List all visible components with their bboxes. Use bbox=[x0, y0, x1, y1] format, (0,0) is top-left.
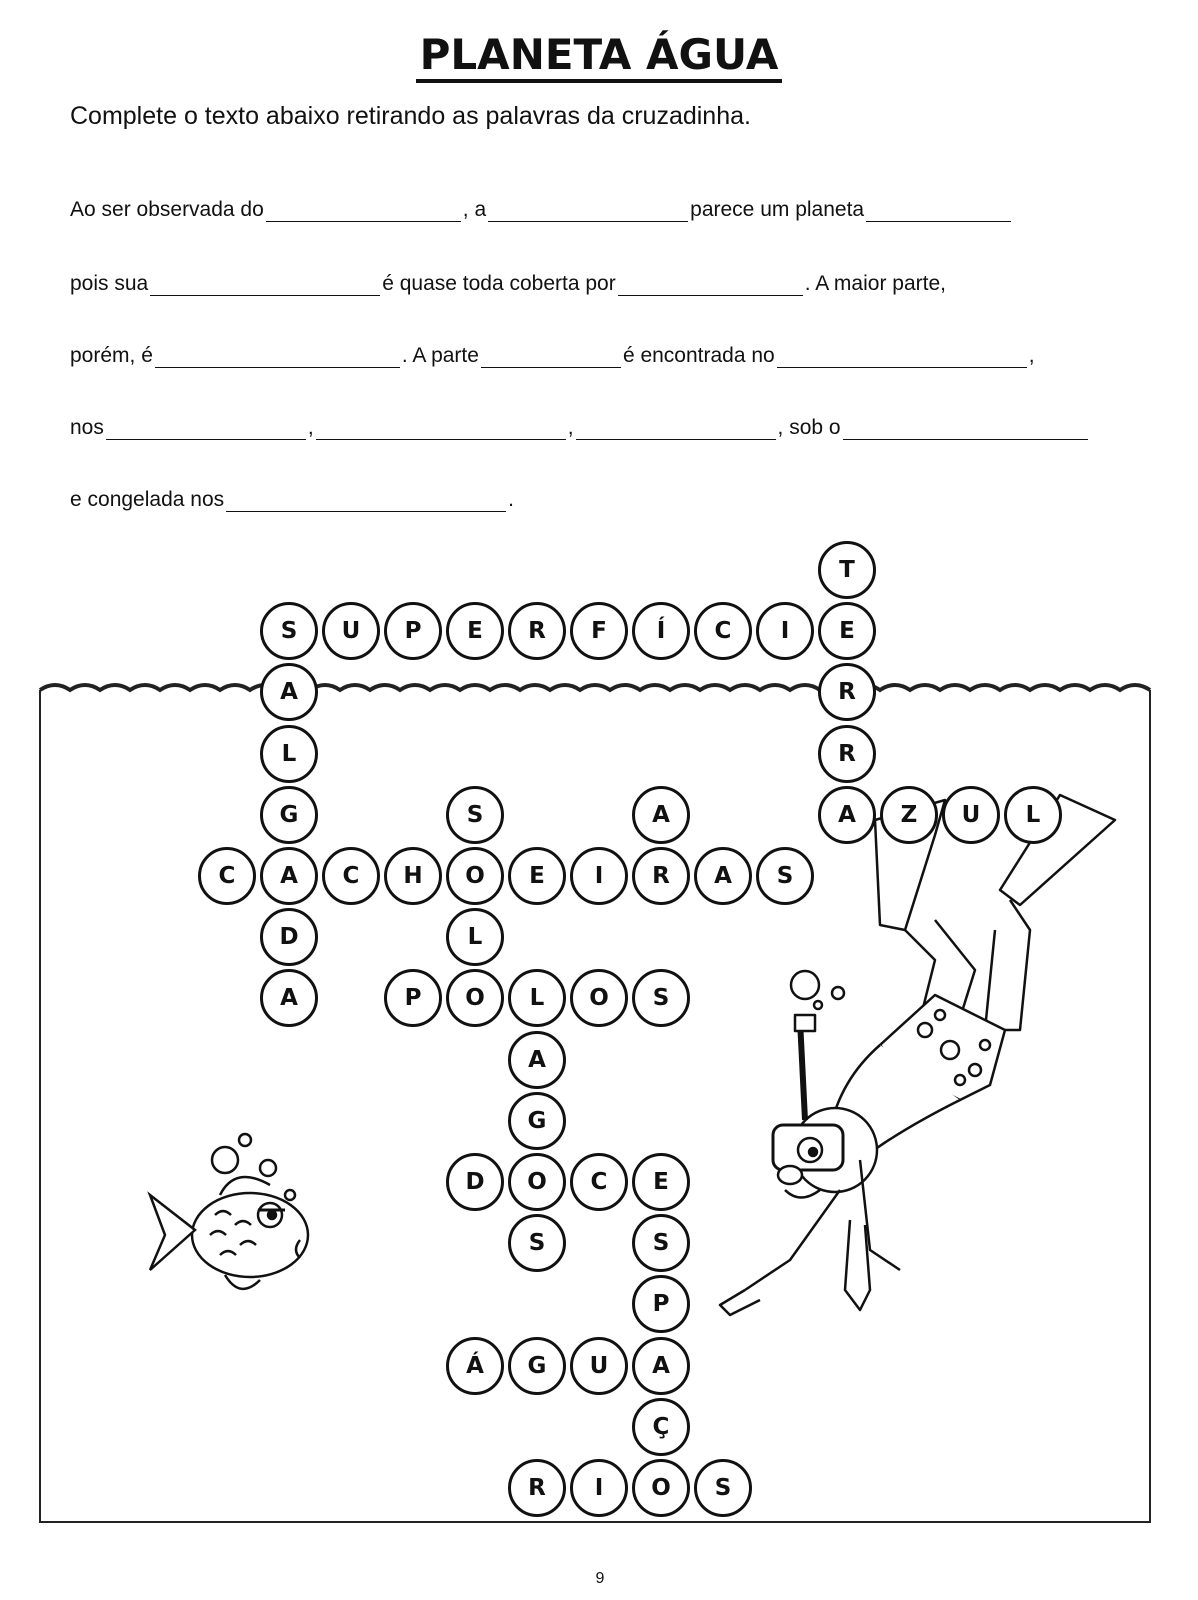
text-segment: Ao ser observada do bbox=[70, 198, 264, 221]
crossword-cell: O bbox=[570, 969, 628, 1027]
crossword-cell: I bbox=[570, 1459, 628, 1517]
answer-blank[interactable] bbox=[488, 201, 688, 222]
crossword-cell: U bbox=[942, 786, 1000, 844]
crossword-cell: G bbox=[260, 786, 318, 844]
text-segment: . A maior parte, bbox=[804, 272, 946, 295]
crossword-cell: F bbox=[570, 602, 628, 660]
text-line bbox=[70, 416, 1090, 440]
crossword-cell: A bbox=[260, 663, 318, 721]
crossword-cell: Z bbox=[880, 786, 938, 844]
answer-blank[interactable] bbox=[316, 419, 566, 440]
crossword-cell: P bbox=[384, 602, 442, 660]
crossword-cell: Á bbox=[446, 1337, 504, 1395]
crossword-cell: U bbox=[322, 602, 380, 660]
page-title-text: PLANETA ÁGUA bbox=[416, 30, 783, 83]
text-segment: . bbox=[508, 488, 514, 511]
answer-blank[interactable] bbox=[150, 275, 380, 296]
crossword-cell: E bbox=[446, 602, 504, 660]
answer-blank[interactable] bbox=[226, 491, 506, 512]
crossword-cell: R bbox=[818, 663, 876, 721]
crossword-cell: R bbox=[508, 1459, 566, 1517]
crossword-cell: S bbox=[756, 847, 814, 905]
crossword-cell: A bbox=[508, 1031, 566, 1089]
answer-blank[interactable] bbox=[481, 347, 621, 368]
crossword-cell: R bbox=[632, 847, 690, 905]
answer-blank[interactable] bbox=[155, 347, 400, 368]
text-segment: porém, é bbox=[70, 344, 153, 367]
text-segment: parece um planeta bbox=[690, 198, 865, 221]
crossword-cell: Ç bbox=[632, 1398, 690, 1456]
crossword-cell: C bbox=[198, 847, 256, 905]
text-segment: e congelada nos bbox=[70, 488, 225, 511]
crossword-cell: C bbox=[322, 847, 380, 905]
text-segment: , bbox=[567, 416, 574, 439]
text-line bbox=[70, 198, 1013, 222]
text-segment: , a bbox=[462, 198, 487, 221]
instruction-text: Complete o texto abaixo retirando as palavras da cruzadinha. bbox=[70, 102, 751, 130]
crossword-cell: S bbox=[632, 1214, 690, 1272]
text-segment: . A parte bbox=[401, 344, 479, 367]
answer-blank[interactable] bbox=[843, 419, 1088, 440]
crossword-cell: S bbox=[260, 602, 318, 660]
crossword-cell: L bbox=[1004, 786, 1062, 844]
answer-blank[interactable] bbox=[777, 347, 1027, 368]
crossword-cell: G bbox=[508, 1092, 566, 1150]
answer-blank[interactable] bbox=[266, 201, 461, 222]
crossword-cell: E bbox=[818, 602, 876, 660]
crossword-cell: C bbox=[570, 1153, 628, 1211]
page-number: 9 bbox=[595, 1570, 605, 1587]
text-segment: pois sua bbox=[70, 272, 149, 295]
crossword-cell: L bbox=[508, 969, 566, 1027]
crossword-cell: L bbox=[446, 908, 504, 966]
crossword-cell: P bbox=[632, 1275, 690, 1333]
crossword-cell: I bbox=[570, 847, 628, 905]
text-segment: é quase toda coberta por bbox=[382, 272, 616, 295]
crossword-cell: E bbox=[632, 1153, 690, 1211]
crossword-cell: T bbox=[818, 541, 876, 599]
crossword-cell: O bbox=[446, 969, 504, 1027]
text-segment: , bbox=[1028, 344, 1035, 367]
text-segment: nos bbox=[70, 416, 104, 439]
text-line bbox=[70, 488, 514, 512]
crossword-cell: Í bbox=[632, 602, 690, 660]
crossword-cell: A bbox=[632, 1337, 690, 1395]
crossword-cell: D bbox=[260, 908, 318, 966]
crossword-cell: U bbox=[570, 1337, 628, 1395]
text-segment: , bbox=[307, 416, 314, 439]
crossword-cell: R bbox=[508, 602, 566, 660]
crossword-cell: S bbox=[446, 786, 504, 844]
crossword-cell: R bbox=[818, 725, 876, 783]
crossword-cell: O bbox=[508, 1153, 566, 1211]
crossword-cell: S bbox=[694, 1459, 752, 1517]
crossword-cell: O bbox=[632, 1459, 690, 1517]
crossword-cell: E bbox=[508, 847, 566, 905]
answer-blank[interactable] bbox=[106, 419, 306, 440]
crossword-cell: D bbox=[446, 1153, 504, 1211]
answer-blank[interactable] bbox=[576, 419, 776, 440]
crossword-cell: A bbox=[818, 786, 876, 844]
crossword-cell: H bbox=[384, 847, 442, 905]
page-title bbox=[0, 30, 1198, 79]
text-line bbox=[70, 272, 946, 296]
text-line bbox=[70, 344, 1035, 368]
crossword-cell: A bbox=[260, 847, 318, 905]
crossword-cell: O bbox=[446, 847, 504, 905]
crossword-cell: C bbox=[694, 602, 752, 660]
crossword-cell: A bbox=[260, 969, 318, 1027]
crossword-cell: A bbox=[694, 847, 752, 905]
crossword-cell: S bbox=[508, 1214, 566, 1272]
water-surface-wave bbox=[40, 685, 1150, 690]
answer-blank[interactable] bbox=[618, 275, 803, 296]
crossword-cell: P bbox=[384, 969, 442, 1027]
text-segment: é encontrada no bbox=[622, 344, 775, 367]
crossword-cell: A bbox=[632, 786, 690, 844]
crossword-cell: G bbox=[508, 1337, 566, 1395]
text-segment: , sob o bbox=[777, 416, 841, 439]
answer-blank[interactable] bbox=[866, 201, 1011, 222]
fish-illustration bbox=[150, 1134, 308, 1289]
crossword-cell: I bbox=[756, 602, 814, 660]
crossword-cell: L bbox=[260, 725, 318, 783]
crossword-cell: S bbox=[632, 969, 690, 1027]
